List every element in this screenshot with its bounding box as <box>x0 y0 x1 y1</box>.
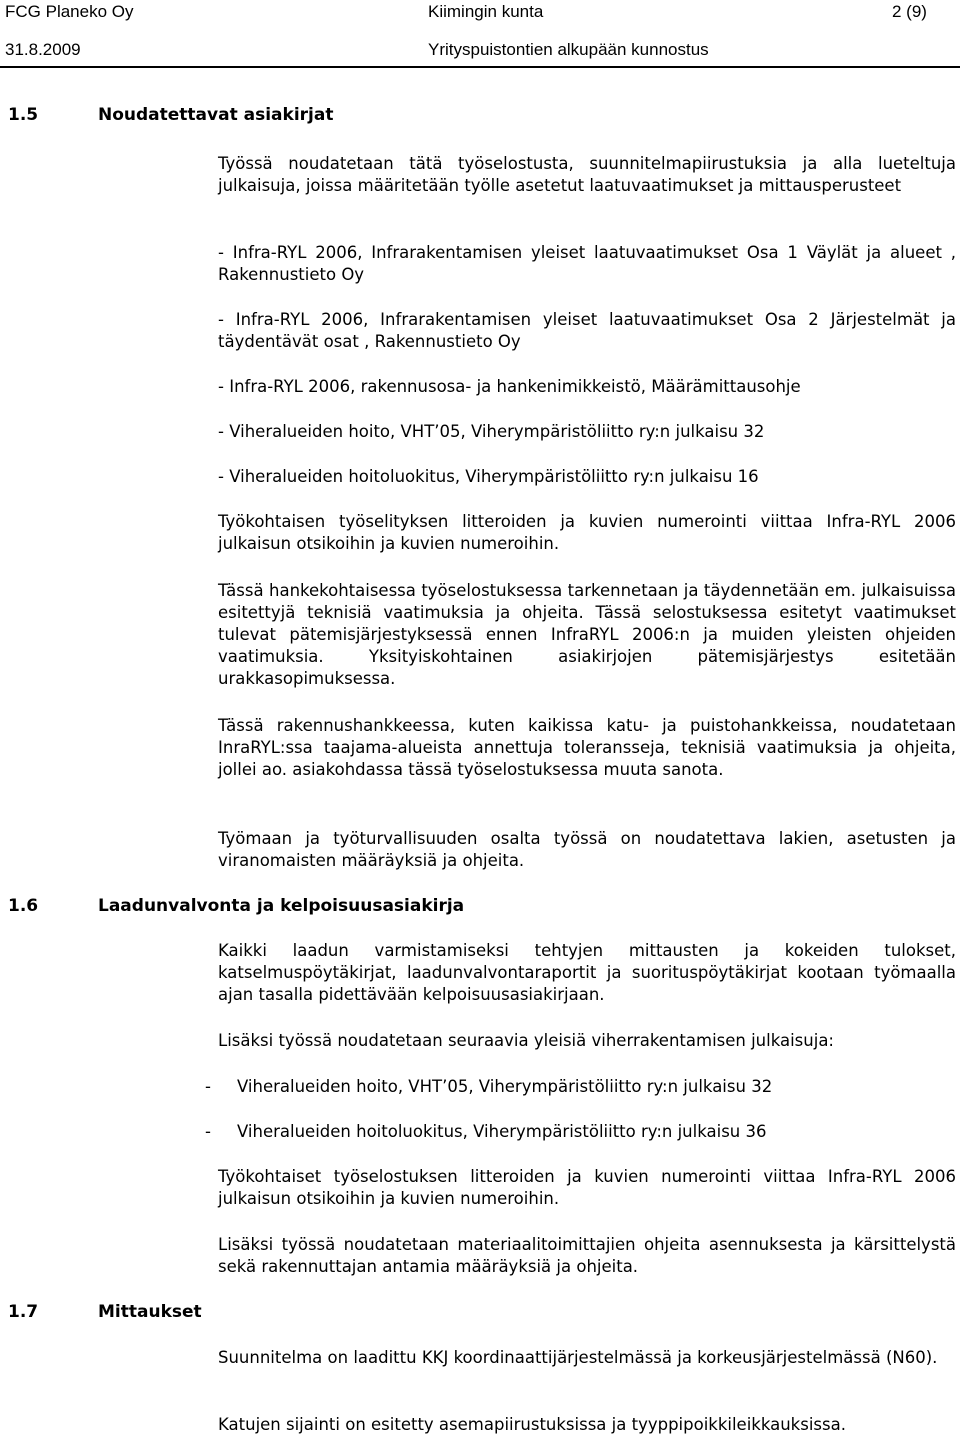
paragraph: Tässä hankekohtaisessa työselostuksessa tarkennetaan ja täydennetään em. julkaisuissa esitettyjä teknisiä vaatimuksia ja ohjeita. Tässä selostuksessa esitetyt vaatimukset tulevat pätemisjärjestyksessä ennen InfraRYL 2006:n ja muiden yleisten ohjeiden vaatimuksia. Yksityiskohtainen asiakirjojen pätemisjärjestys esitetään urakkasopimuksessa. <box>218 581 956 688</box>
list-item-text: Viheralueiden hoito, VHT’05, Viherympäristöliitto ry:n julkaisu 32 <box>237 1077 773 1096</box>
section-heading-1-6 <box>8 895 464 917</box>
bullet-dash: - <box>205 1122 211 1141</box>
header-municipality: Kiimingin kunta <box>428 2 544 21</box>
paragraph: Työkohtaisen työselityksen litteroiden ja kuvien numerointi viittaa Infra-RYL 2006 julkaisun otsikoihin ja kuvien numeroihin. <box>218 512 956 553</box>
header-company: FCG Planeko Oy <box>5 2 134 21</box>
paragraph: Kaikki laadun varmistamiseksi tehtyjen mittausten ja kokeiden tulokset, katselmuspöytäkirjat, laadunvalvontaraportit ja suorituspöytäkirjat kootaan työmaalla ajan tasalla pidettävään kelpoisuusasiakirjaan. <box>218 941 956 1004</box>
paragraph: - Infra-RYL 2006, Infrarakentamisen yleiset laatuvaatimukset Osa 2 Järjestelmät ja täydentävät osat , Rakennustieto Oy <box>218 310 956 351</box>
paragraph: Työssä noudatetaan tätä työselostusta, suunnitelmapiirustuksia ja alla lueteltuja julkaisuja, joissa määritetään työlle asetetut laatuvaatimukset ja mittausperusteet <box>218 154 956 195</box>
paragraph: Työmaan ja työturvallisuuden osalta työssä on noudatettava lakien, asetusten ja viranomaisten määräyksiä ja ohjeita. <box>218 829 956 870</box>
section-heading-1-7 <box>8 1301 202 1323</box>
paragraph: Tässä rakennushankkeessa, kuten kaikissa katu- ja puistohankkeissa, noudatetaan InraRYL:ssa taajama-alueista annettuja toleransseja, teknisiä vaatimuksia ja ohjeita, jollei ao. asiakohdassa tässä työselostuksessa muuta sanota. <box>218 716 956 779</box>
paragraph: Lisäksi työssä noudatetaan materiaalitoimittajien ohjeita asennuksesta ja kärsittelystä sekä rakennuttajan antamia määräyksiä ja ohjeita. <box>218 1235 956 1276</box>
section-number: 1.7 <box>8 1302 39 1322</box>
header-date: 31.8.2009 <box>5 40 81 59</box>
header-page-number: 2 (9) <box>892 2 927 21</box>
paragraph: Lisäksi työssä noudatetaan seuraavia yleisiä viherrakentamisen julkaisuja: <box>218 1031 834 1050</box>
section-heading-1-5 <box>8 104 333 126</box>
list-item <box>205 1076 955 1098</box>
bullet-dash: - <box>205 1077 211 1096</box>
list-item-text: Viheralueiden hoitoluokitus, Viherympäristöliitto ry:n julkaisu 36 <box>237 1122 767 1141</box>
section-title: Laadunvalvonta ja kelpoisuusasiakirja <box>98 896 465 916</box>
paragraph: - Viheralueiden hoito, VHT’05, Viherympäristöliitto ry:n julkaisu 32 <box>218 422 765 441</box>
paragraph: - Viheralueiden hoitoluokitus, Viherympäristöliitto ry:n julkaisu 16 <box>218 467 759 486</box>
paragraph: Työkohtaiset työselostuksen litteroiden ja kuvien numerointi viittaa Infra-RYL 2006 julkaisun otsikoihin ja kuvien numeroihin. <box>218 1167 956 1208</box>
section-title: Mittaukset <box>98 1302 202 1322</box>
header-divider <box>0 66 960 68</box>
section-title: Noudatettavat asiakirjat <box>98 105 334 125</box>
paragraph: - Infra-RYL 2006, Infrarakentamisen yleiset laatuvaatimukset Osa 1 Väylät ja alueet , Rakennustieto Oy <box>218 243 956 284</box>
header-project: Yrityspuistontien alkupään kunnostus <box>428 40 709 59</box>
section-number: 1.5 <box>8 105 39 125</box>
paragraph: - Infra-RYL 2006, rakennusosa- ja hankenimikkeistö, Määrämittausohje <box>218 377 801 396</box>
paragraph: Katujen sijainti on esitetty asemapiirustuksissa ja tyyppipoikkileikkauksissa. <box>218 1415 846 1434</box>
paragraph: Suunnitelma on laadittu KKJ koordinaattijärjestelmässä ja korkeusjärjestelmässä (N60). <box>218 1348 938 1367</box>
section-number: 1.6 <box>8 896 39 916</box>
list-item <box>205 1121 955 1143</box>
